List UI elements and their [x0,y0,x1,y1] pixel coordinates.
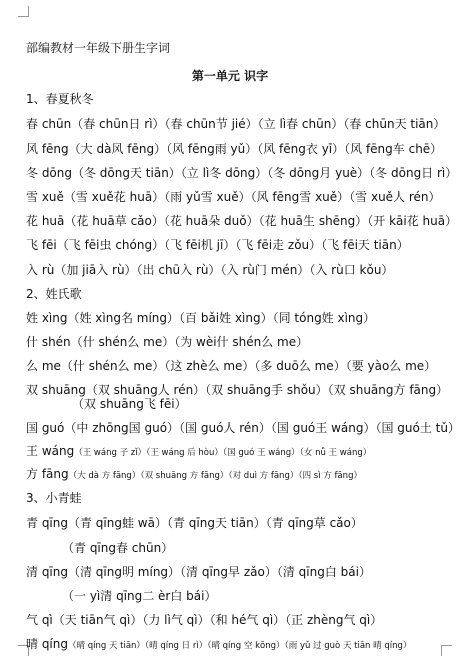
entry-line [26,444,452,460]
section-heading-1: 1、春夏秋冬 [26,92,94,106]
entry-line [26,467,452,483]
entry-line: 气 qì（天 tiān气 qì）（力 lì气 qì）（和 hé气 qì）（正 zhèng气 qì） [26,613,383,627]
entry-line: 春 chūn（春 chūn日 rì）（春 chūn节 jié）（立 lì春 chūn）（春 chūn天 tiān） [26,117,446,131]
entry-line [26,637,452,653]
entry-line: 什 shén（什 shén么 me）（为 wèi什 shén么 me） [26,335,309,349]
entry-words: （王 wáng 子 zǐ）（王 wáng 后 hòu）（国 guó 王 wáng）（女 nǚ 王 wáng） [74,448,372,458]
entry-words: （大 dà 方 fāng）（双 shuāng 方 fāng）（对 duì 方 fāng）（四 sì 方 fāng） [68,471,362,481]
entry-line: 花 huā（花 huā草 cǎo）（花 huā朵 duǒ）（花 huā生 shēng）（开 kāi花 huā） [26,214,458,228]
entry-line-continued: （一 yì清 qīng二 èr白 bái） [62,589,217,603]
entry-lead: 方 fāng [26,467,69,481]
entry-line-continued: （双 shuāng飞 fēi） [72,397,187,411]
entry-line: 冬 dōng（冬 dōng天 tiān）（立 lì冬 dōng）（冬 dōng月 yuè）（冬 dōng日 rì） [26,166,458,180]
unit-title: 第一单元 识字 [191,69,269,83]
section-heading-3: 3、小青蛙 [26,491,82,505]
entry-line: 飞 fēi（飞 fēi虫 chóng）（飞 fēi机 jī）（飞 fēi走 zǒu）（飞 fēi天 tiān） [26,238,409,252]
document-title: 部编教材一年级下册生字词 [26,41,171,55]
entry-line: 国 guó（中 zhōng国 guó）（国 guó人 rén）（国 guó王 wáng）（国 guó土 tǔ） [26,421,460,435]
entry-line: 姓 xìng（姓 xìng名 míng）（百 bǎi姓 xìng）（同 tóng姓 xìng） [26,311,376,325]
section-heading-2: 2、姓氏歌 [26,287,82,301]
entry-line-continued: （青 qīng春 chūn） [62,541,174,555]
crop-mark-top-left [18,6,29,17]
entry-words: （晴 qíng 天 tiān）（晴 qíng 日 rì）（晴 qíng 空 kōng）（雨 yǔ 过 guò 天 tiān 晴 qíng） [68,641,412,651]
entry-line: 青 qīng（青 qīng蛙 wā）（青 qīng天 tiān）（青 qīng草 cǎo） [26,516,363,530]
entry-line: 清 qīng（清 qīng明 míng）（清 qīng早 zǎo）（清 qīng白 bái） [26,565,371,579]
entry-line: 风 fēng（大 dà风 fēng）（风 fēng雨 yǔ）（风 fēng衣 yī）（风 fēng车 chē） [26,142,443,156]
entry-lead: 晴 qíng [26,637,68,651]
entry-line: 双 shuāng（双 shuāng人 rén）（双 shuāng手 shǒu）（双 shuāng方 fāng） [26,383,449,397]
entry-lead: 王 wáng [26,444,75,458]
entry-line: 雪 xuě（雪 xuě花 huā）（雨 yǔ雪 xuě）（风 fēng雪 xuě）（雪 xuě人 rén） [26,190,441,204]
entry-line: 入 rù（加 jiā入 rù）（出 chū入 rù）（入 rù门 mén）（入 rù口 kǒu） [26,263,394,277]
entry-line: 么 me（什 shén么 me）（这 zhè么 me）（多 duō么 me）（要 yào么 me） [26,359,437,373]
